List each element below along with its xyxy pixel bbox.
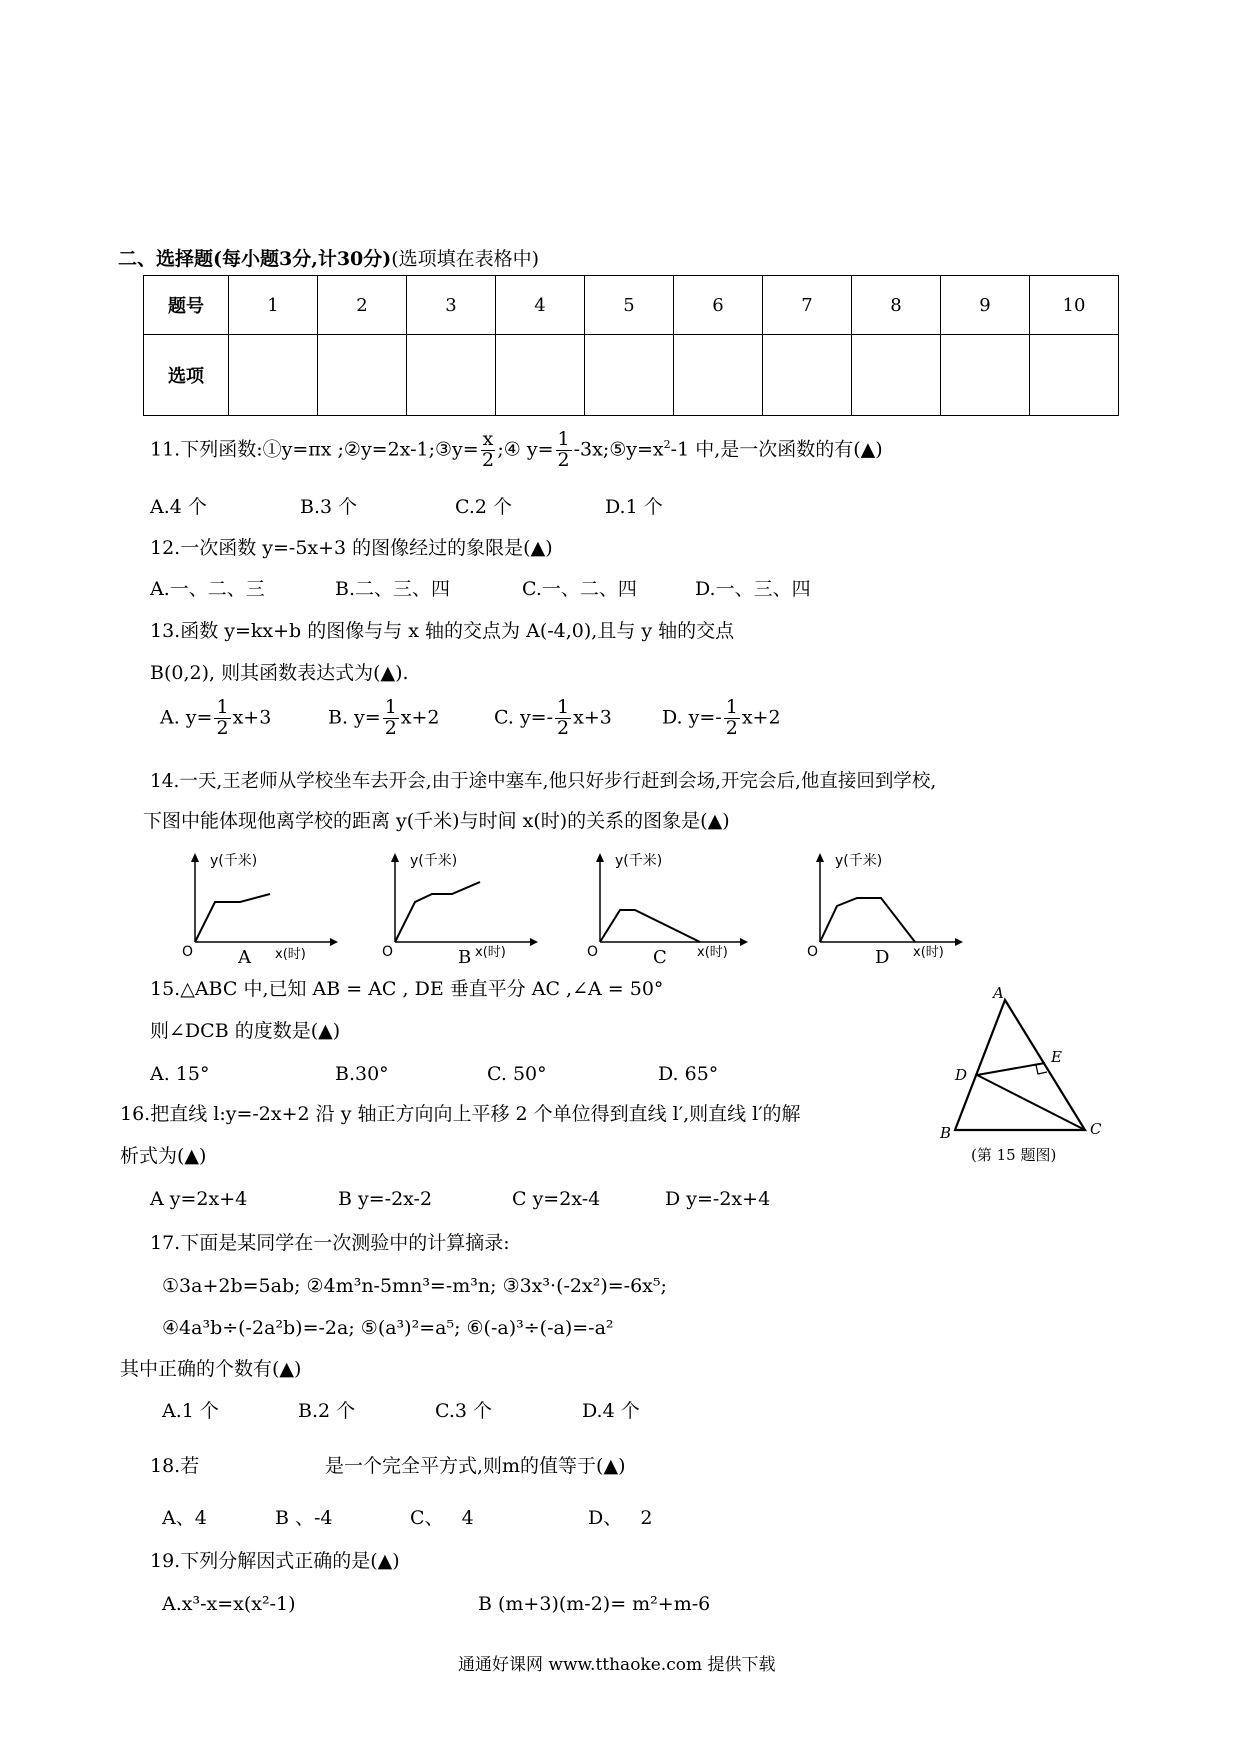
option-d: D.一、三、四 [695,578,811,600]
table-cell-number: 3 [407,276,496,335]
question-18-stem-pre: 18.若 [150,1455,200,1477]
option-b: B y=-2x-2 [338,1188,433,1210]
vertex-label: B [940,1124,952,1142]
table-header-answer: 选项 [144,335,229,416]
graph-b [370,850,540,965]
option-d [662,698,781,739]
answer-cell[interactable] [585,335,674,416]
option-a [160,698,271,739]
option-b: B.3 个 [300,496,358,518]
fraction-numerator: 1 [557,428,570,450]
fraction [555,698,571,739]
question-17-tail: 其中正确的个数有(▲) [120,1358,302,1380]
y-axis-label: y(千米) [410,853,458,869]
table-cell-number: 4 [496,276,585,335]
fraction [724,698,740,739]
answer-cell[interactable] [1030,335,1119,416]
footer-text: 通通好课网 www.tthaoke.com 提供下载 [458,1655,776,1675]
option-b: B.二、三、四 [335,578,451,600]
fraction-numerator: 1 [216,696,229,718]
graph-c [575,850,750,965]
option-d: D.1 个 [605,496,663,518]
option-a: A.4 个 [150,496,207,518]
graph-label: B [458,947,472,965]
option-b: B (m+3)(m-2)= m²+m-6 [478,1593,711,1615]
fraction-numerator: 1 [725,696,738,718]
fraction [383,698,399,739]
option-d: D.4 个 [582,1400,640,1422]
graph-label: D [875,947,890,965]
question-14-stem: 14.一天,王老师从学校坐车去开会,由于途中塞车,他只好步行赶到会场,开完会后,他直接回到学校, [150,771,937,792]
section-note: (选项填在表格中) [391,248,540,270]
option-prefix: A. y= [160,706,213,729]
x-axis-label: x(时) [275,947,306,962]
origin-label: O [587,944,599,960]
option-a: A.一、二、三 [150,578,265,600]
question-19-stem: 19.下列分解因式正确的是(▲) [150,1550,400,1572]
option-prefix: D. y=- [662,706,722,729]
option-suffix: x+3 [573,706,612,729]
section-title: 二、选择题(每小题3分,计30分) [118,248,392,270]
question-12-stem: 12.一次函数 y=-5x+3 的图像经过的象限是(▲) [150,537,553,559]
table-cell-number: 9 [941,276,1030,335]
option-prefix: B. y= [328,706,381,729]
answer-cell[interactable] [318,335,407,416]
option-c: C y=2x-4 [512,1188,601,1210]
option-suffix: x+2 [400,706,440,729]
option-a: A.1 个 [162,1400,219,1422]
question-17-line-1: ①3a+2b=5ab; ②4m³n-5mn³=-m³n; ③3x³·(-2x²)=-6x⁵; [162,1275,667,1297]
question-17-stem: 17.下面是某同学在一次测验中的计算摘录: [150,1232,510,1254]
fraction [214,698,230,739]
answer-cell[interactable] [407,335,496,416]
y-axis-label: y(千米) [210,853,258,869]
vertex-label: E [1051,1048,1062,1066]
option-c: C.3 个 [435,1400,493,1422]
fraction [556,430,572,471]
fraction-numerator: x [482,428,494,450]
table-header-number: 题号 [144,276,229,335]
question-16-stem-2: 析式为(▲) [120,1145,207,1167]
option-suffix: x+2 [741,706,781,729]
option-prefix: C. y=- [494,706,554,729]
answer-cell[interactable] [763,335,852,416]
option-suffix: x+3 [232,706,272,729]
question-13-stem-2: B(0,2), 则其函数表达式为(▲). [150,662,409,684]
option-b: B 、-4 [275,1507,333,1529]
question-11-stem [150,430,883,471]
question-15-stem: 15.△ABC 中,已知 AB = AC , DE 垂直平分 AC ,∠A = 50° [150,978,664,1000]
q11-prefix: 11.下列函数:①y=πx ;②y=2x-1;③y= [150,438,479,461]
fraction-denominator: 2 [216,716,229,739]
fraction-denominator: 2 [384,716,397,739]
table-cell-number: 10 [1030,276,1119,335]
question-13-stem: 13.函数 y=kx+b 的图像与与 x 轴的交点为 A(-4,0),且与 y 轴的交点 [150,620,735,642]
question-17-line-2: ④4a³b÷(-2a²b)=-2a; ⑤(a³)²=a⁵; ⑥(-a)³÷(-a)=-a² [162,1317,614,1339]
answer-table [143,275,1119,416]
section-header [118,248,539,272]
superscript: 2 [663,438,671,452]
fraction-denominator: 2 [481,448,495,471]
q11-tail: -3x;⑤y=x [573,438,664,461]
option-c: C. 50° [487,1063,547,1085]
table-cell-number: 7 [763,276,852,335]
table-cell-number: 5 [585,276,674,335]
option-c: C.2 个 [455,496,513,518]
table-cell-number: 2 [318,276,407,335]
q11-tail: -1 中,是一次函数的有(▲) [670,438,883,461]
option-d: D y=-2x+4 [665,1188,771,1210]
graph-a [170,850,340,965]
answer-cell[interactable] [941,335,1030,416]
answer-cell[interactable] [229,335,318,416]
table-cell-number: 8 [852,276,941,335]
fraction-numerator: 1 [557,696,570,718]
option-c: C.一、二、四 [522,578,637,600]
option-a: A. 15° [150,1063,210,1085]
graph-label: C [653,947,667,965]
x-axis-label: x(时) [475,945,506,960]
figure-caption: (第 15 题图) [971,1146,1057,1164]
answer-cell[interactable] [674,335,763,416]
origin-label: O [182,944,194,960]
x-axis-label: x(时) [913,945,944,960]
fraction-denominator: 2 [725,716,738,739]
origin-label: O [807,944,819,960]
vertex-label: A [993,984,1004,1002]
origin-label: O [382,944,394,960]
option-b: B.30° [335,1063,389,1085]
table-cell-number: 6 [674,276,763,335]
question-16-stem: 16.把直线 l:y=-2x+2 沿 y 轴正方向向上平移 2 个单位得到直线 l′,则直线 l′的解 [120,1103,801,1125]
question-18-stem-post: 是一个完全平方式,则m的值等于(▲) [325,1455,626,1477]
table-cell-number: 1 [229,276,318,335]
question-15-stem-2: 则∠DCB 的度数是(▲) [150,1020,341,1042]
fraction [481,430,496,471]
option-d: D. 65° [658,1063,719,1085]
fraction-denominator: 2 [557,448,570,471]
answer-cell[interactable] [496,335,585,416]
triangle-figure [935,980,1120,1170]
option-a: A、4 [162,1507,207,1529]
graph-d [795,850,970,965]
option-c [494,698,612,739]
vertex-label: D [955,1066,968,1084]
graph-label: A [238,947,251,965]
option-c: C、 4 [410,1507,474,1529]
question-14-stem-2: 下图中能体现他离学校的距离 y(千米)与时间 x(时)的关系的图象是(▲) [143,810,730,832]
q11-mid: ;④ y= [497,438,554,461]
fraction-numerator: 1 [384,696,397,718]
option-b: B.2 个 [298,1400,356,1422]
vertex-label: C [1090,1120,1102,1138]
y-axis-label: y(千米) [835,853,883,869]
option-b [328,698,440,739]
option-a: A.x³-x=x(x²-1) [162,1593,296,1615]
option-a: A y=2x+4 [150,1188,248,1210]
option-d: D、 2 [588,1507,653,1529]
answer-cell[interactable] [852,335,941,416]
y-axis-label: y(千米) [615,853,663,869]
fraction-denominator: 2 [557,716,570,739]
x-axis-label: x(时) [697,945,728,960]
